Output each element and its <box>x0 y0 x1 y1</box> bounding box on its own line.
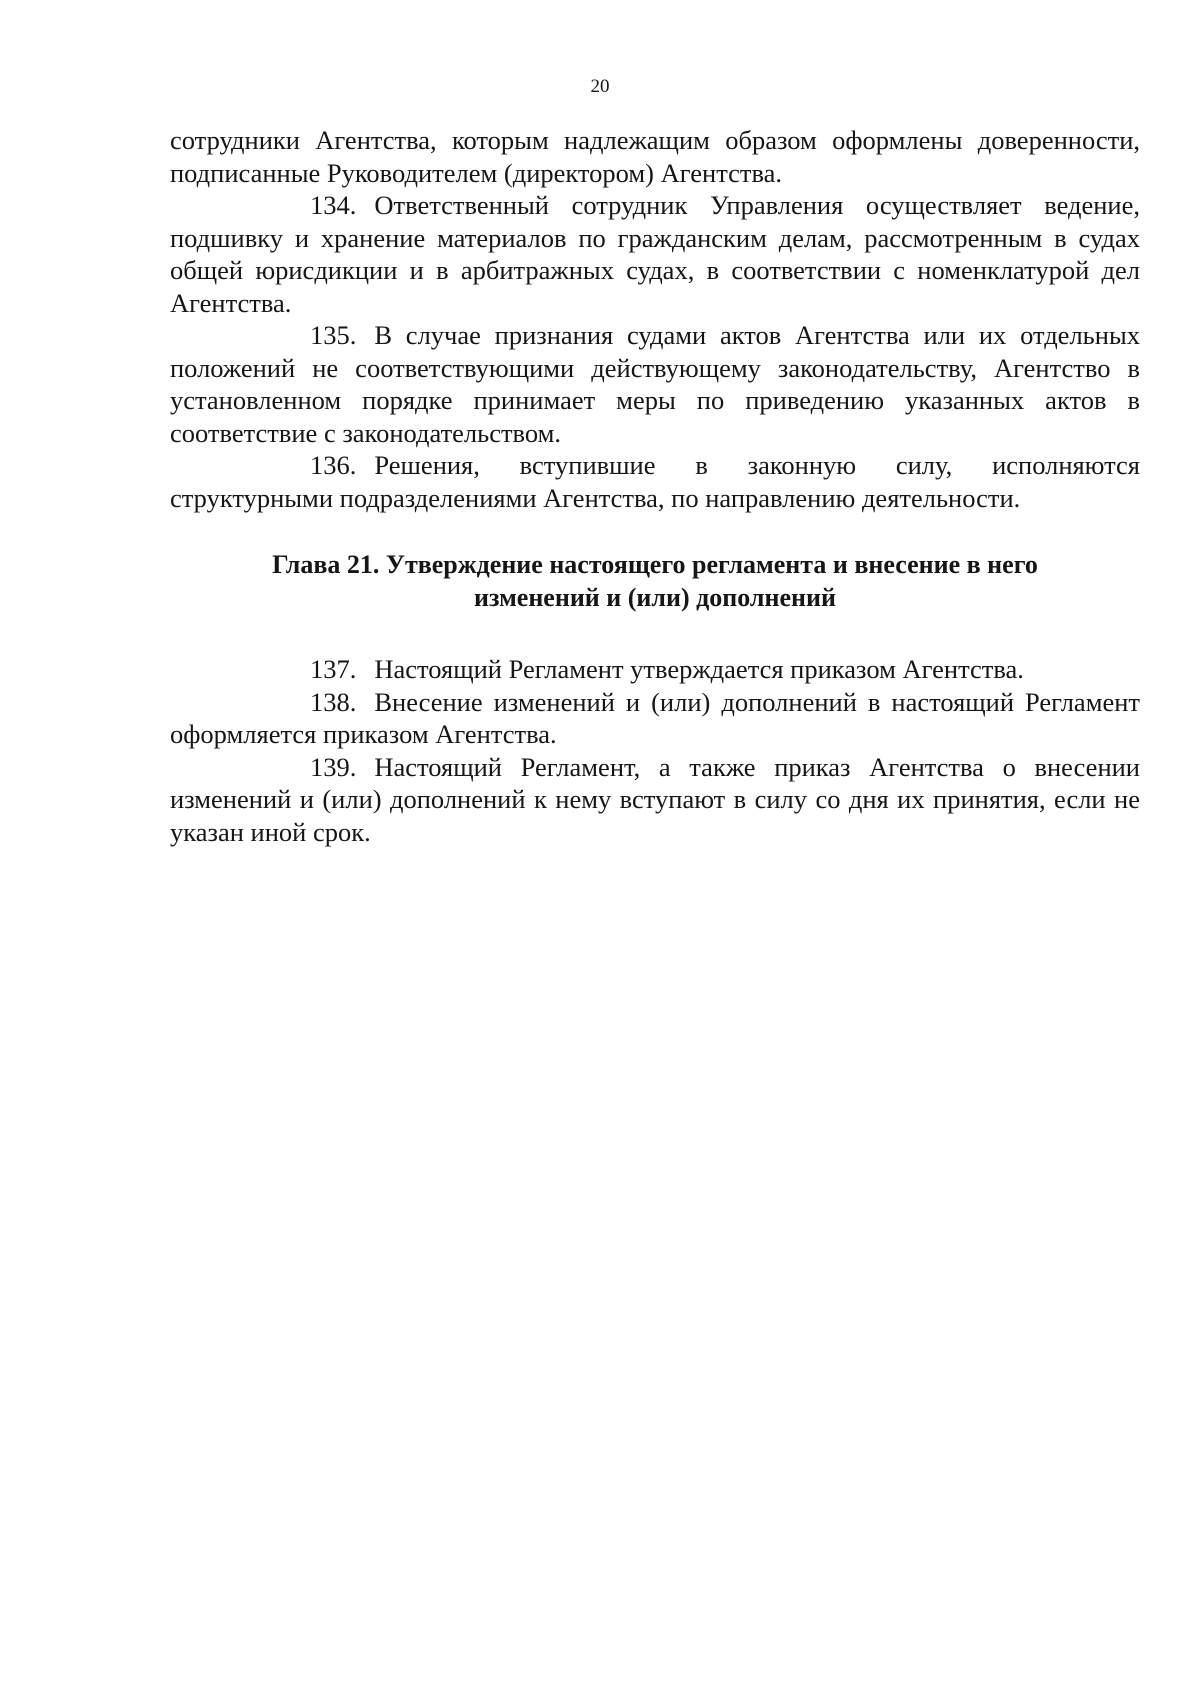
chapter-title <box>170 549 1140 614</box>
paragraph-number: 136. <box>310 450 357 480</box>
paragraph-number: 135. <box>310 320 357 350</box>
paragraph-text: Настоящий Регламент утверждается приказом Агентства. <box>374 654 1024 684</box>
paragraph-136 <box>170 449 1140 514</box>
paragraph-138 <box>170 686 1140 751</box>
paragraph-134 <box>170 189 1140 319</box>
paragraph-text: Внесение изменений и (или) дополнений в настоящий Регламент оформляется приказом Агентства. <box>170 686 1140 749</box>
page-number: 20 <box>590 76 610 97</box>
chapter-title-line-1: Глава 21. Утверждение настоящего регламента и внесение в него <box>272 550 1038 579</box>
paragraph-139 <box>170 751 1140 849</box>
paragraph-text: В случае признания судами актов Агентства или их отдельных положений не соответствующими действующему законодательству, Агентство в установленном порядке принимает меры по приведению указанных актов в соответствие с законодательством. <box>170 320 1140 448</box>
paragraph-text: сотрудники Агентства, которым надлежащим образом оформлены доверенности, подписанные Руководителем (директором) Агентства. <box>170 125 1140 188</box>
paragraph-continuation <box>170 124 1140 189</box>
paragraph-number: 139. <box>310 751 357 782</box>
paragraph-137 <box>170 653 1140 686</box>
paragraph-number: 134. <box>310 190 357 220</box>
paragraph-text: Решения, вступившие в законную силу, исполняются структурными подразделениями Агентства, по направлению деятельности. <box>170 450 1140 513</box>
chapter-title-line-2: изменений и (или) дополнений <box>474 582 836 612</box>
paragraph-text: Настоящий Регламент, а также приказ Агентства о внесении изменений и (или) дополнений к нему вступают в силу со дня их принятия, если не указан иной срок. <box>170 751 1140 847</box>
document-body <box>170 124 1140 848</box>
paragraph-text: Ответственный сотрудник Управления осуществляет ведение, подшивку и хранение материалов по гражданским делам, рассмотренным в судах общей юрисдикции и в арбитражных судах, в соответствии с номенклатурой дел Агентства. <box>170 190 1140 318</box>
paragraph-number: 137. <box>310 654 357 684</box>
paragraph-number: 138. <box>310 686 357 717</box>
paragraph-135 <box>170 319 1140 449</box>
